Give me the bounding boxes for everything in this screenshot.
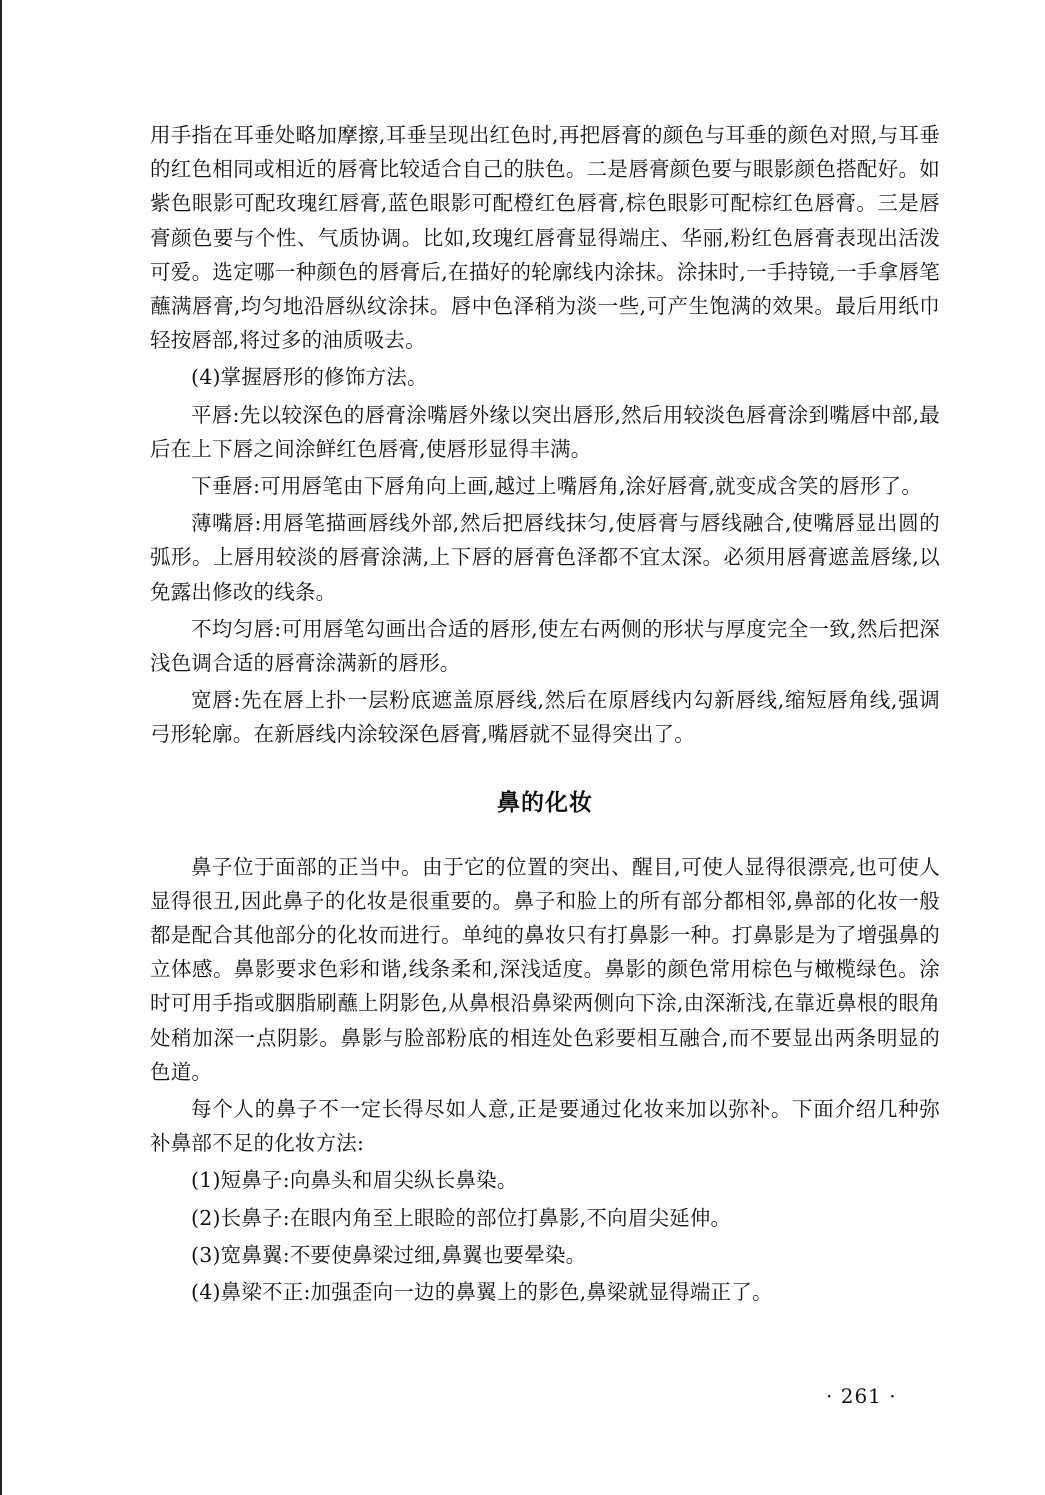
list-item-crooked-bridge: (4)鼻梁不正:加强歪向一边的鼻翼上的影色,鼻梁就显得端正了。	[191, 1280, 773, 1305]
paragraph-thin-lips: 薄嘴唇:用唇笔描画唇线外部,然后把唇线抹匀,使唇膏与唇线融合,使嘴唇显出圆的弧形。上唇用较淡的唇膏涂满,上下唇的唇膏色泽都不宜太深。必须用唇膏遮盖唇缘,以免露出修改的线条。	[150, 511, 940, 604]
paragraph-nose-intro: 鼻子位于面部的正当中。由于它的位置的突出、醒目,可使人显得很漂亮,也可使人显得很丑,因此鼻子的化妆是很重要的。鼻子和脸上的所有部分都相邻,鼻部的化妆一般都是配合其他部分的化妆而进行。单纯的鼻妆只有打鼻影一种。打鼻影是为了增强鼻的立体感。鼻影要求色彩和谐,线条柔和,深浅适度。鼻影的颜色常用棕色与橄榄绿色。涂时可用手指或胭脂刷蘸上阴影色,从鼻根沿鼻梁两侧向下涂,由深渐浅,在靠近鼻根的眼角处稍加深一点阴影。鼻影与脸部粉底的相连处色彩要相互融合,而不要显出两条明显的色道。	[150, 854, 940, 1084]
page-number: · 261 ·	[826, 1384, 897, 1408]
list-item-wide-nostrils: (3)宽鼻翼:不要使鼻梁过细,鼻翼也要晕染。	[191, 1242, 587, 1267]
paragraph-wide-lips: 宽唇:先在唇上扑一层粉底遮盖原唇线,然后在原唇线内勾新唇线,缩短唇角线,强调弓形轮廓。在新唇线内涂较深色唇膏,嘴唇就不显得突出了。	[150, 688, 940, 747]
list-item-long-nose: (2)长鼻子:在眼内角至上眼睑的部位打鼻影,不向眉尖延伸。	[191, 1205, 732, 1230]
paragraph-lip-shape-heading: (4)掌握唇形的修饰方法。	[191, 365, 428, 390]
paragraph-drooping-lips: 下垂唇:可用唇笔由下唇角向上画,越过上嘴唇角,涂好唇膏,就变成含笑的唇形了。	[191, 474, 923, 499]
paragraph-uneven-lips: 不均匀唇:可用唇笔勾画出合适的唇形,使左右两侧的形状与厚度完全一致,然后把深浅色调合适的唇膏涂满新的唇形。	[150, 616, 940, 676]
page-edge-line	[0, 0, 2, 1495]
paragraph-lipstick-color: 用手指在耳垂处略加摩擦,耳垂呈现出红色时,再把唇膏的颜色与耳垂的颜色对照,与耳垂的红色相同或相近的唇膏比较适合自己的肤色。二是唇膏颜色要与眼影颜色搭配好。如紫色眼影可配玫瑰红唇膏,蓝色眼影可配橙红色唇膏,棕色眼影可配棕红色唇膏。三是唇膏颜色要与个性、气质协调。比如,玫瑰红唇膏显得端庄、华丽,粉红色唇膏表现出活泼可爱。选定哪一种颜色的唇膏后,在描好的轮廓线内涂抹。涂抹时,一手持镜,一手拿唇笔蘸满唇膏,均匀地沿唇纵纹涂抹。唇中色泽稍为淡一些,可产生饱满的效果。最后用纸巾轻按唇部,将过多的油质吸去。	[150, 123, 940, 353]
list-item-short-nose: (1)短鼻子:向鼻头和眉尖纵长鼻染。	[191, 1168, 518, 1193]
section-title: 鼻的化妆	[497, 789, 593, 816]
page-body	[150, 118, 940, 1309]
paragraph-flat-lips: 平唇:先以较深色的唇膏涂嘴唇外缘以突出唇形,然后用较淡色唇膏涂到嘴唇中部,最后在上下唇之间涂鲜红色唇膏,使唇形显得丰满。	[150, 402, 940, 461]
paragraph-nose-correction: 每个人的鼻子不一定长得尽如人意,正是要通过化妆来加以弥补。下面介绍几种弥补鼻部不足的化妆方法:	[150, 1097, 940, 1156]
